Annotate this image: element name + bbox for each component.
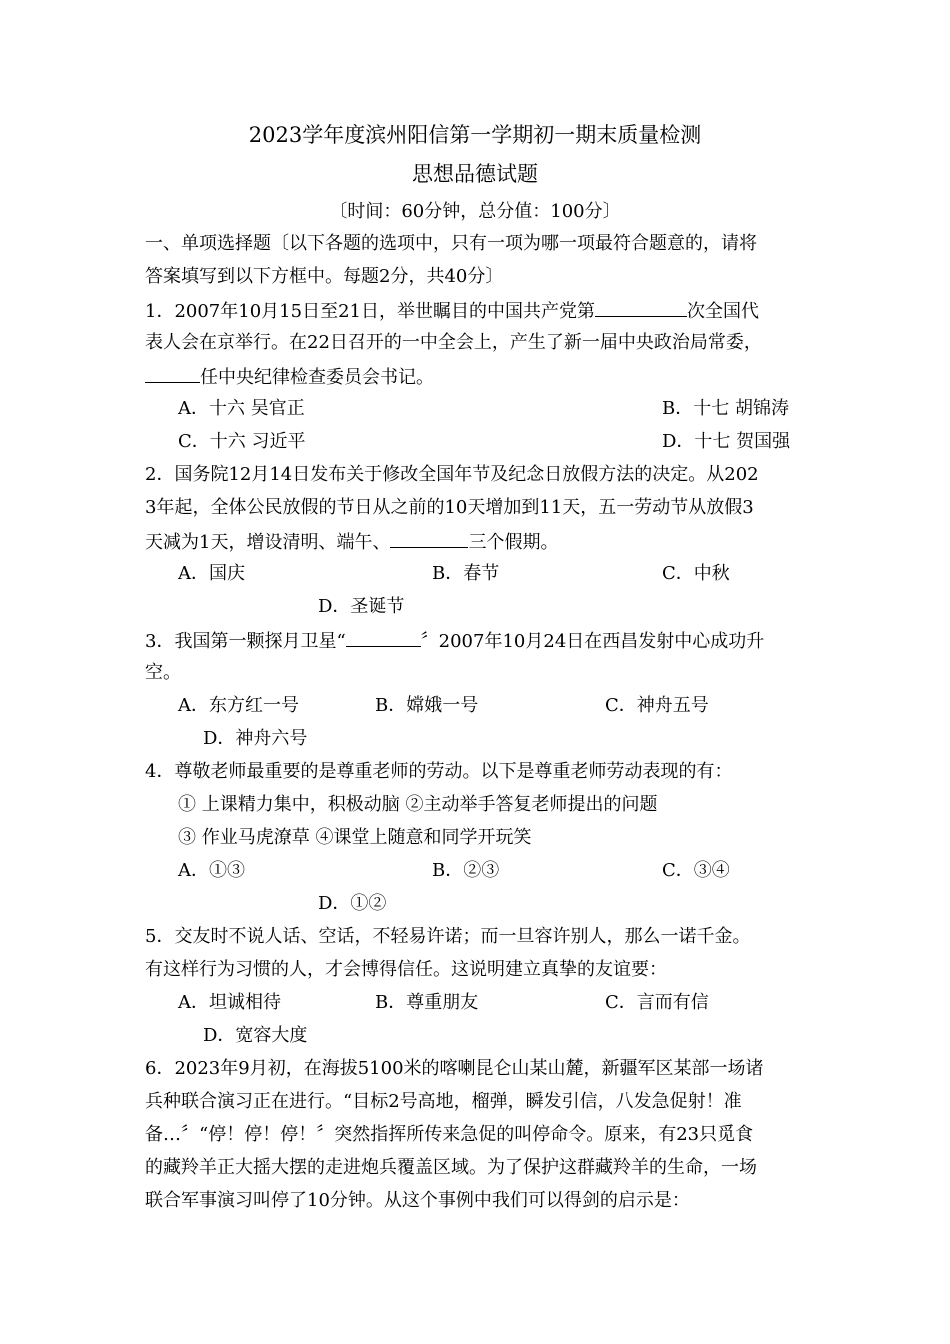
question-6-line: 兵种联合演习正在进行。“目标2号高地，榴弹，瞬发引信，八发急促射！准 [145, 1091, 742, 1112]
option-b: B．十七 胡锦涛 [662, 398, 789, 419]
option-b: B．嫦娥一号 [375, 695, 479, 716]
section-instructions-line: 答案填写到以下方框中。每题2分，共40分〕 [145, 266, 504, 287]
option-d: D．神舟六号 [203, 728, 308, 749]
option-a: A．东方红一号 [178, 695, 299, 716]
question-6-line: 6．2023年9月初，在海拔5100米的喀喇昆仑山某山麓，新疆军区某部一场诸 [145, 1058, 764, 1079]
option-c: C．③④ [662, 860, 730, 881]
question-text: 次全国代 [686, 301, 759, 322]
option-b: B．尊重朋友 [375, 992, 479, 1013]
question-3-line: 空。 [145, 662, 181, 683]
question-text: 3．我国第一颗探月卫星“ [145, 631, 346, 652]
question-text: 任中央纪律检查委员会书记。 [200, 367, 434, 388]
option-c: C．神舟五号 [605, 695, 709, 716]
question-text: 天减为1天，增设清明、端午、 [145, 532, 391, 553]
statement-item: ① 上课精力集中，积极动脑 ②主动举手答复老师提出的问题 [178, 794, 658, 815]
option-d: D．宽容大度 [203, 1025, 308, 1046]
question-1-line [145, 298, 805, 324]
statement-item: ③ 作业马虎潦草 ④课堂上随意和同学开玩笑 [178, 827, 532, 848]
question-6-line: 联合军事演习叫停了10分钟。从这个事例中我们可以得剑的启示是： [145, 1190, 690, 1211]
option-a: A．十六 吴官正 [178, 398, 305, 419]
option-d: D．十七 贺国强 [662, 431, 791, 452]
section-instructions-line: 一、单项选择题〔以下各题的选项中，只有一项为哪一项最符合题意的，请将 [145, 233, 757, 254]
question-6-line: 的藏羚羊正大摇大摆的走进炮兵覆盖区域。为了保护这群藏羚羊的生命，一场 [145, 1157, 757, 1178]
question-text: 三个假期。 [468, 532, 559, 553]
question-text: 1．2007年10月15日至21日，举世瞩目的中国共产党第 [145, 301, 595, 322]
answer-blank [595, 298, 687, 317]
option-a: A．国庆 [178, 563, 245, 584]
answer-blank [346, 628, 421, 647]
question-2-line: 2．国务院12月14日发布关于修改全国年节及纪念日放假方法的决定。从202 [145, 464, 759, 485]
option-c: C．言而有信 [605, 992, 709, 1013]
question-6-line: 备…〞“停！停！停！〞突然指挥所传来急促的叫停命令。原来，有23只觅食 [145, 1124, 754, 1145]
question-1-line: 表人会在京举行。在22日召开的一中全会上，产生了新一届中央政治局常委， [145, 332, 762, 353]
option-b: B．②③ [432, 860, 500, 881]
question-5-line: 5．交友时不说人话、空话，不轻易许诺；而一旦容许别人，那么一诺千金。 [145, 926, 751, 947]
question-text: 〞2007年10月24日在西昌发射中心成功升 [420, 631, 765, 652]
exam-subtitle: 思想品德试题 [412, 162, 538, 186]
question-5-line: 有这样行为习惯的人，才会博得信任。这说明建立真挚的友谊要： [145, 959, 667, 980]
answer-blank [145, 364, 200, 383]
option-c: C．十六 习近平 [178, 431, 306, 452]
option-d: D．圣诞节 [318, 596, 405, 617]
question-3-line [145, 628, 805, 654]
option-a: A．坦诚相待 [178, 992, 281, 1013]
option-b: B．春节 [432, 563, 500, 584]
option-d: D．①② [318, 893, 387, 914]
exam-title: 2023学年度滨州阳信第一学期初一期末质量检测 [248, 123, 702, 147]
exam-meta: 〔时间：60分钟，总分值：100分〕 [329, 201, 621, 222]
option-a: A．①③ [178, 860, 245, 881]
question-2-line [145, 529, 805, 555]
answer-blank [390, 529, 468, 548]
option-c: C．中秋 [662, 563, 730, 584]
question-4-line: 4．尊敬老师最重要的是尊重老师的劳动。以下是尊重老师劳动表现的有： [145, 761, 733, 782]
question-2-line: 3年起，全体公民放假的节日从之前的10天增加到11天，五一劳动节从放假3 [145, 497, 754, 518]
question-1-line [145, 364, 805, 390]
